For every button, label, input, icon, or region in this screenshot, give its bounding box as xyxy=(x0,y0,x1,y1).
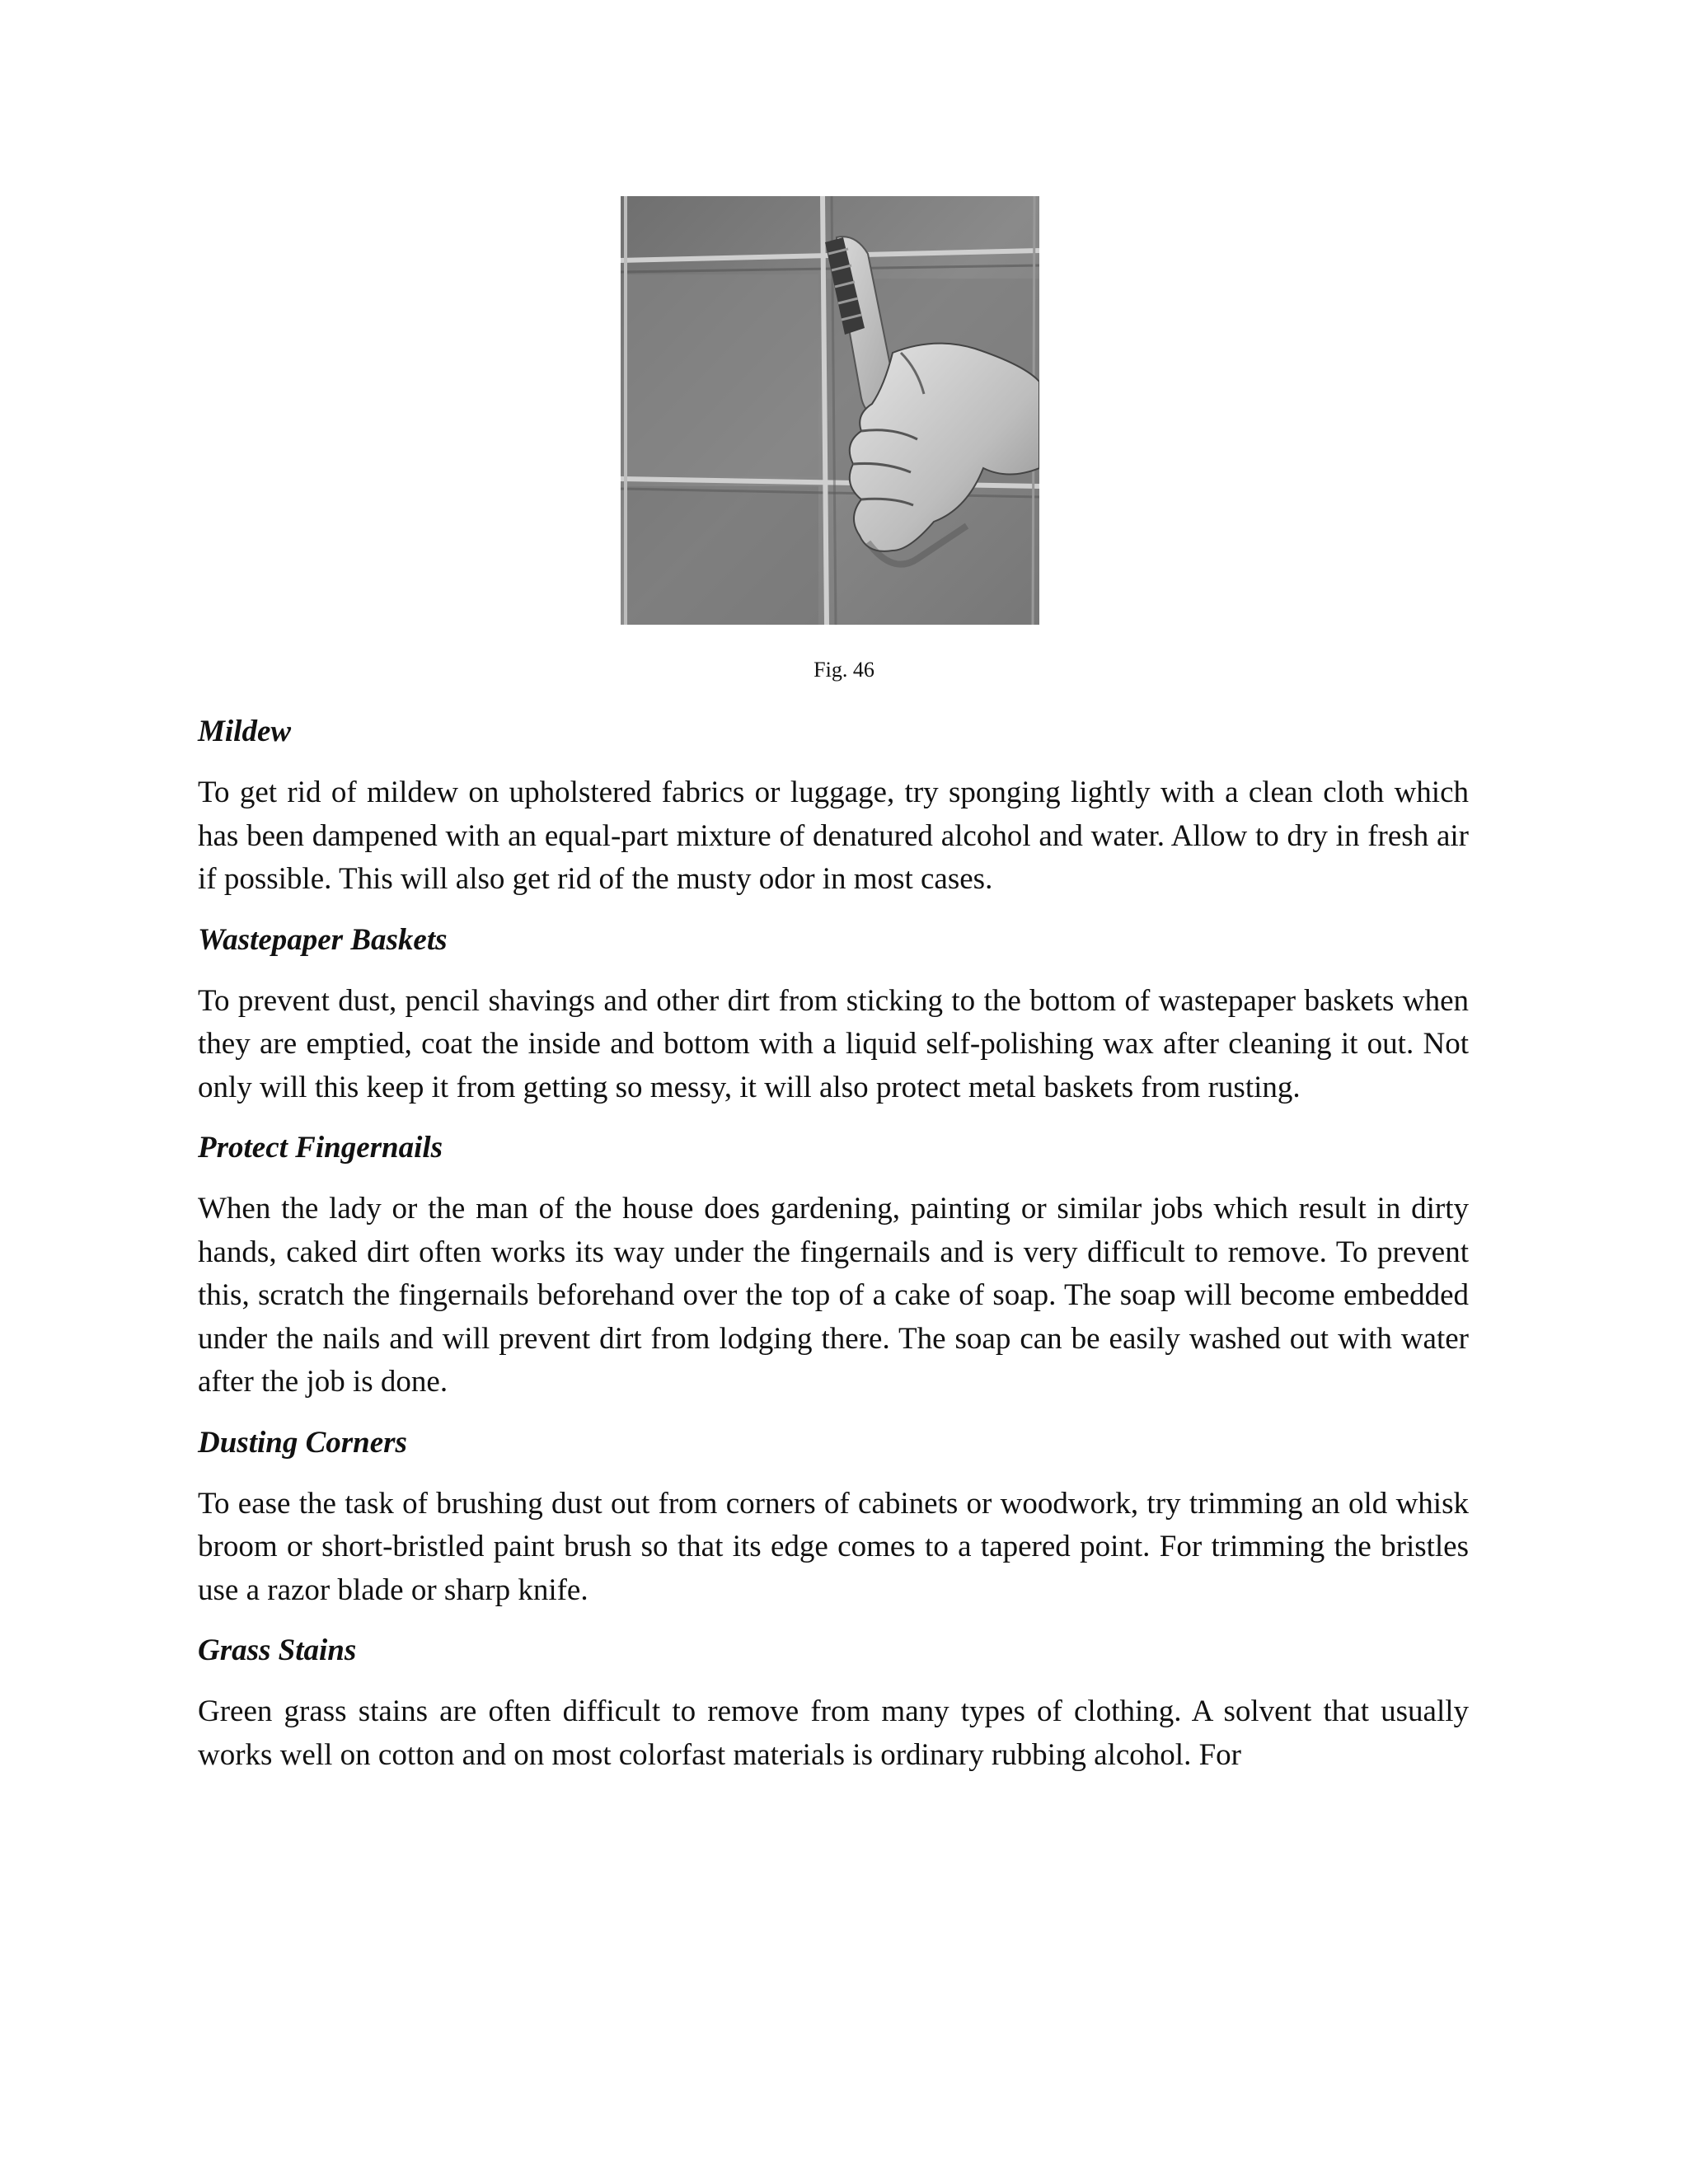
section-text-wastepaper-baskets: To prevent dust, pencil shavings and other dirt from sticking to the bottom of wastepaper baskets when they are emptied, coat the inside and bottom with a liquid self-polishing wax after cleaning it out. Not only will this keep it from getting so messy, it will also protect metal baskets from rusting. xyxy=(198,983,1469,1104)
section-text-grass-stains: Green grass stains are often difficult to remove from many types of clothing. A solvent that usually works well on cotton and on most colorfast materials is ordinary rubbing alcohol. For xyxy=(198,1694,1469,1772)
section-heading-wastepaper-baskets: Wastepaper Baskets xyxy=(198,922,448,957)
section-heading-protect-fingernails: Protect Fingernails xyxy=(198,1131,443,1165)
section-text-protect-fingernails: When the lady or the man of the house does gardening, painting or similar jobs which result in dirty hands, caked dirt often works its way under the fingernails and is very difficult to remove. To prevent this, scratch the fingernails beforehand over the top of a cake of soap. The soap will become embedded under the nails and will prevent dirt from lodging there. The soap can be easily washed out with water after the job is done. xyxy=(198,1192,1469,1399)
article-body xyxy=(198,710,1469,1794)
section-text-mildew: To get rid of mildew on upholstered fabrics or luggage, try sponging lightly with a clean cloth which has been dampened with an equal-part mixture of denatured alcohol and water. Allow to dry in fresh air if possible. This will also get rid of the musty odor in most cases. xyxy=(198,776,1469,896)
hand-brushing-tile-icon xyxy=(621,196,1039,625)
section-heading-dusting-corners: Dusting Corners xyxy=(198,1425,407,1460)
figure-photo xyxy=(621,196,1039,625)
figure-caption: Fig. 46 xyxy=(814,658,874,682)
section-heading-grass-stains: Grass Stains xyxy=(198,1633,357,1667)
section-text-dusting-corners: To ease the task of brushing dust out from corners of cabinets or woodwork, try trimming an old whisk broom or short-bristled paint brush so that its edge comes to a tapered point. For trimming the bristles use a razor blade or sharp knife. xyxy=(198,1486,1469,1607)
section-heading-mildew: Mildew xyxy=(198,715,292,748)
